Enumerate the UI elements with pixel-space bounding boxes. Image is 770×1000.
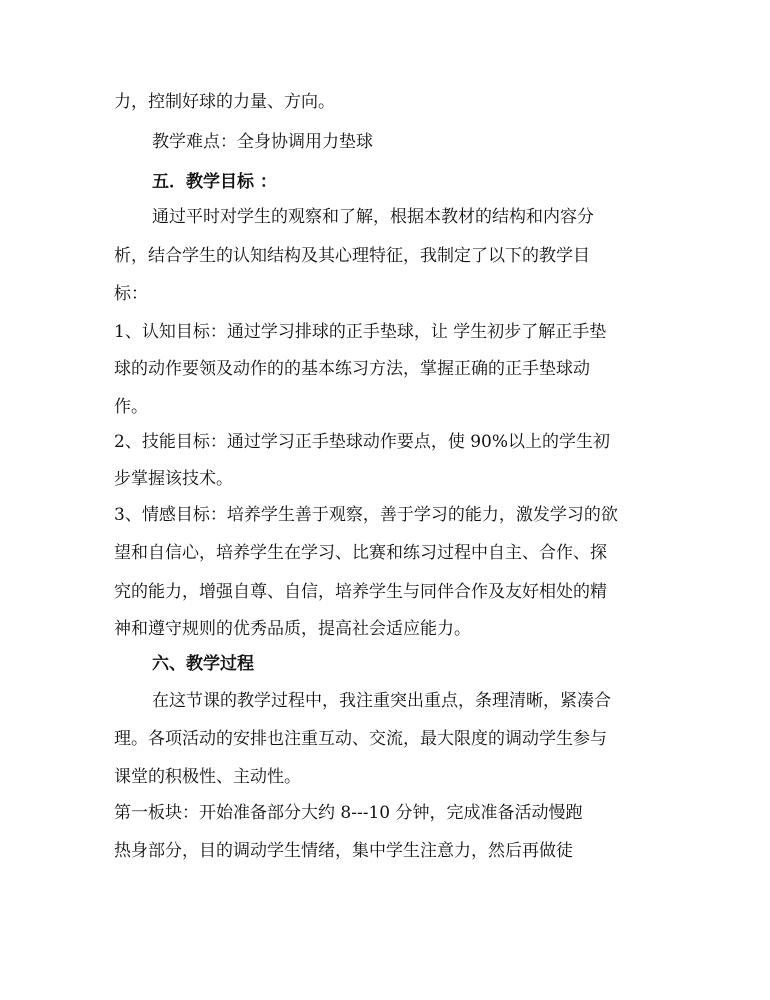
list-item-cognitive-goal: 1、认知目标：通过学习排球的正手垫球，让 学生初步了解正手垫: [114, 322, 607, 342]
paragraph-line: 神和遵守规则的优秀品质，提高社会适应能力。: [114, 619, 471, 639]
paragraph-line: 通过平时对学生的观察和了解，根据本教材的结构和内容分: [152, 207, 594, 227]
list-item-skill-goal: 2、技能目标：通过学习正手垫球动作要点，使 90%以上的学生初: [114, 432, 611, 452]
paragraph-line: 望和自信心，培养学生在学习、比赛和练习过程中自主、合作、探: [114, 543, 607, 563]
paragraph-line: 在这节课的教学过程中，我注重突出重点，条理清晰，紧凑合: [152, 691, 611, 711]
section-heading-teaching-process: 六、教学过程: [152, 654, 254, 674]
section-heading-teaching-goals: 五．教学目标 ：: [152, 172, 277, 192]
paragraph-line: 力，控制好球的力量、方向。: [114, 92, 335, 112]
paragraph-line: 球的动作要领及动作的的基本练习方法，掌握正确的正手垫球动: [114, 359, 590, 379]
paragraph-line: 作。: [114, 397, 148, 417]
paragraph-line: 步掌握该技术。: [114, 469, 233, 489]
paragraph-line: 析，结合学生的认知结构及其心理特征，我制定了以下的教学目: [114, 246, 590, 266]
paragraph-line: 第一板块：开始准备部分大约 8---10 分钟，完成准备活动慢跑: [114, 803, 583, 823]
paragraph-line: 理。各项活动的安排也注重互动、交流，最大限度的调动学生参与: [114, 729, 607, 749]
paragraph-line: 标：: [114, 284, 148, 304]
list-item-emotional-goal: 3、情感目标：培养学生善于观察，善于学习的能力，激发学习的欲: [114, 505, 618, 525]
teaching-difficulty-line: 教学难点：全身协调用力垫球: [152, 132, 373, 152]
paragraph-line: 究的能力，增强自尊、自信，培养学生与同伴合作及友好相处的精: [114, 582, 607, 602]
paragraph-line: 热身部分，目的调动学生情绪，集中学生注意力，然后再做徒: [114, 841, 573, 861]
paragraph-line: 课堂的积极性、主动性。: [114, 767, 301, 787]
